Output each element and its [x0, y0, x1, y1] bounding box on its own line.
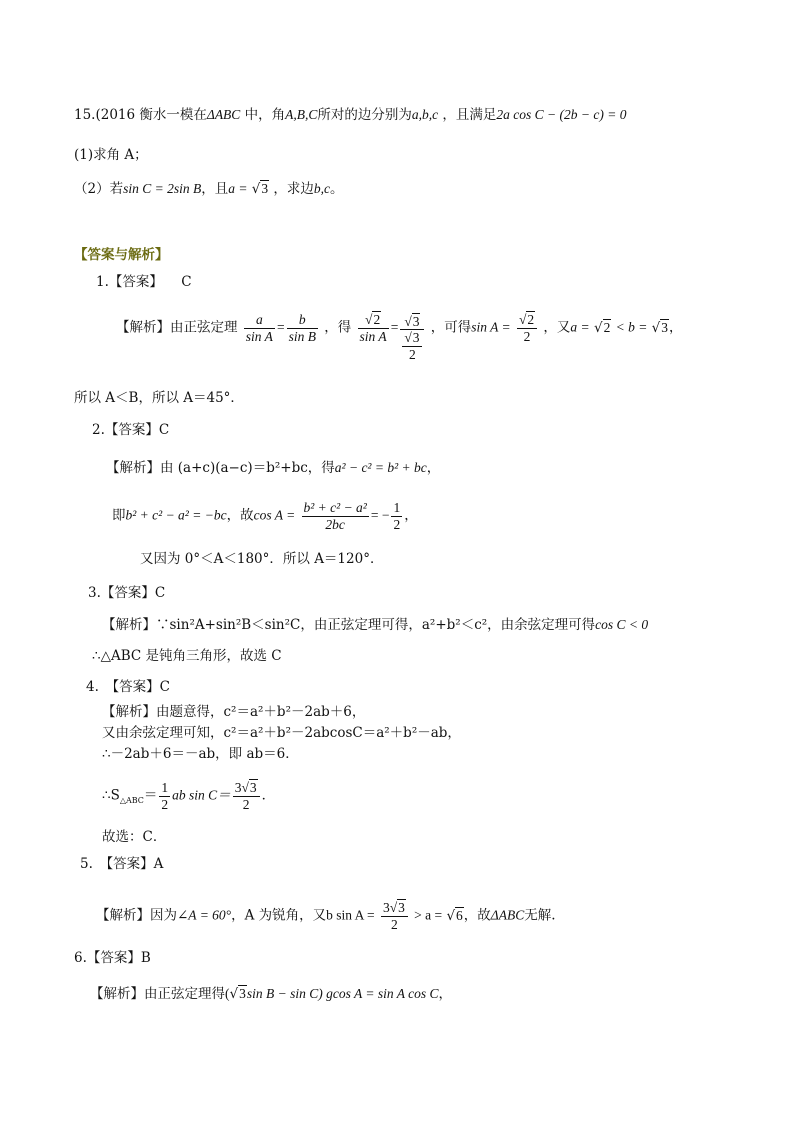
item5-number: 5. 【答案】 — [80, 856, 154, 872]
item1-analysis-label: 【解析】由正弦定理 — [116, 319, 238, 336]
item4-conclusion: 故选：C． — [102, 829, 167, 845]
item6-answer-line — [74, 950, 151, 966]
fraction: $\frac{1}{2}$ — [161, 780, 169, 812]
item4-answer: C — [159, 679, 170, 695]
item2-analysis-line2: 即b² + c² − a² = −bc，故cos A = $\frac{\text{b² + c² − a²}}{2bc}$ = − $\frac{1}{2}$ ， — [112, 500, 418, 532]
item2-answer: C — [158, 422, 170, 438]
fraction: $\frac{√2}{2}$ — [517, 312, 537, 344]
item4-number: 4. 【答案】 — [86, 679, 160, 695]
problem-source-number: 15.(2016 — [74, 107, 136, 123]
condition-formula: 2a cos C − (2b − c) = 0 — [496, 107, 627, 122]
answer-header: 【答案与解析】 — [74, 247, 169, 263]
part2-suffix: ，求边 — [273, 181, 314, 197]
fraction: $\frac{b}{\text{sin B}}$ — [288, 312, 316, 344]
fraction: $\frac{\text{b² + c² − a²}}{2bc}$ — [303, 500, 367, 532]
item3-number: 3.【答案】 — [88, 585, 155, 601]
problem-source-name: 衡水一模在 — [139, 107, 207, 123]
part2-end: 。 — [330, 181, 344, 197]
item6-number: 6.【答案】 — [74, 950, 141, 966]
part2-condition: sin C = 2sin B — [123, 181, 202, 196]
problem-text-mid: 中，角 — [244, 107, 286, 123]
item3-analysis-line1: 【解析】∵sin²A+sin²B＜sin²C，由正弦定理可得，a²+b²＜c²，由余弦定理可得cos C < 0 — [102, 617, 649, 633]
item1-analysis-line: 【解析】由正弦定理 $\frac{a}{\text{sin A}}$ = $\frac{b}{\text{sin B}}$ ，得 $\frac{√2}{\text{sin A}}$ = $\frac{√3}{\frac{√3}{2}}$ ，可得sin A = $\frac{√2}{2}$ ，又a = √2 < b = √3， — [116, 312, 683, 362]
compound-fraction: $\frac{√3}{\frac{√3}{2}}$ — [400, 314, 424, 363]
item5-answer-line — [80, 856, 163, 872]
item4-line4: $\therefore S_{\triangle ABC}=$ $\frac{1}{2}$ ab sin C＝ $\frac{3√3}{2}$ ． — [102, 780, 276, 812]
part2-prefix: （2）若 — [74, 181, 124, 197]
item1-number: 1.【答案】 — [96, 274, 163, 290]
item3-answer-line — [88, 585, 165, 601]
sqrt-expression: √3 — [251, 181, 269, 197]
problem-text-satisfy: ，且满足 — [442, 107, 497, 123]
item1-answer: C — [181, 274, 192, 290]
problem-text-sides: 所对的边分别为 — [317, 107, 412, 123]
item4-line1: 【解析】由题意得，c²＝a²＋b²－2ab＋6， — [102, 704, 366, 720]
item4-line2: 又由余弦定理可知，c²＝a²＋b²－2abcosC＝a²＋b²－ab， — [102, 725, 461, 741]
part2-and: ，且 — [201, 181, 229, 197]
problem-line — [74, 107, 626, 123]
fraction: $\frac{√2}{\text{sin A}}$ — [359, 312, 387, 344]
item3-conclusion: ∴△ABC 是钝角三角形，故选 C — [92, 648, 282, 664]
item1-answer-line — [96, 274, 192, 290]
item4-answer-line — [86, 679, 170, 695]
sides-label: a,b,c — [411, 107, 439, 122]
item5-analysis-line: 【解析】因为∠A = 60°，A 为锐角，又b sin A = $\frac{3√3}{2}$ > a = √6，故ΔABC无解. — [96, 900, 556, 932]
part2-line — [74, 181, 344, 197]
item6-answer: B — [140, 950, 151, 966]
part2-a: a = — [228, 181, 248, 196]
item2-number: 2.【答案】 — [92, 422, 159, 438]
item3-answer: C — [154, 585, 166, 601]
part2-bc: b,c — [313, 181, 331, 196]
triangle-label: ΔABC — [206, 107, 241, 122]
item5-answer: A — [153, 856, 164, 872]
fraction: $\frac{3√3}{2}$ — [233, 780, 260, 812]
fraction: $\frac{a}{\text{sin A}}$ — [245, 312, 273, 344]
part1-line: (1)求角 A； — [74, 147, 148, 163]
item2-conclusion: 又因为 0°＜A＜180°．所以 A＝120°． — [140, 551, 384, 567]
item4-line3: ∴－2ab＋6＝－ab，即 ab＝6． — [102, 746, 299, 762]
fraction: $\frac{1}{2}$ — [393, 500, 401, 532]
item6-analysis-line: 【解析】由正弦定理得(√3sin B − sin C) gcos A = sin A cos C， — [90, 986, 452, 1002]
item2-answer-line — [92, 422, 169, 438]
fraction: $\frac{3√3}{2}$ — [381, 900, 408, 932]
item2-analysis-line1: 【解析】由 (a+c)(a−c)＝b²+bc，得a² − c² = b² + bc， — [106, 460, 441, 476]
angles-label: A,B,C — [285, 107, 318, 122]
item1-conclusion: 所以 A＜B，所以 A＝45°． — [74, 390, 244, 406]
